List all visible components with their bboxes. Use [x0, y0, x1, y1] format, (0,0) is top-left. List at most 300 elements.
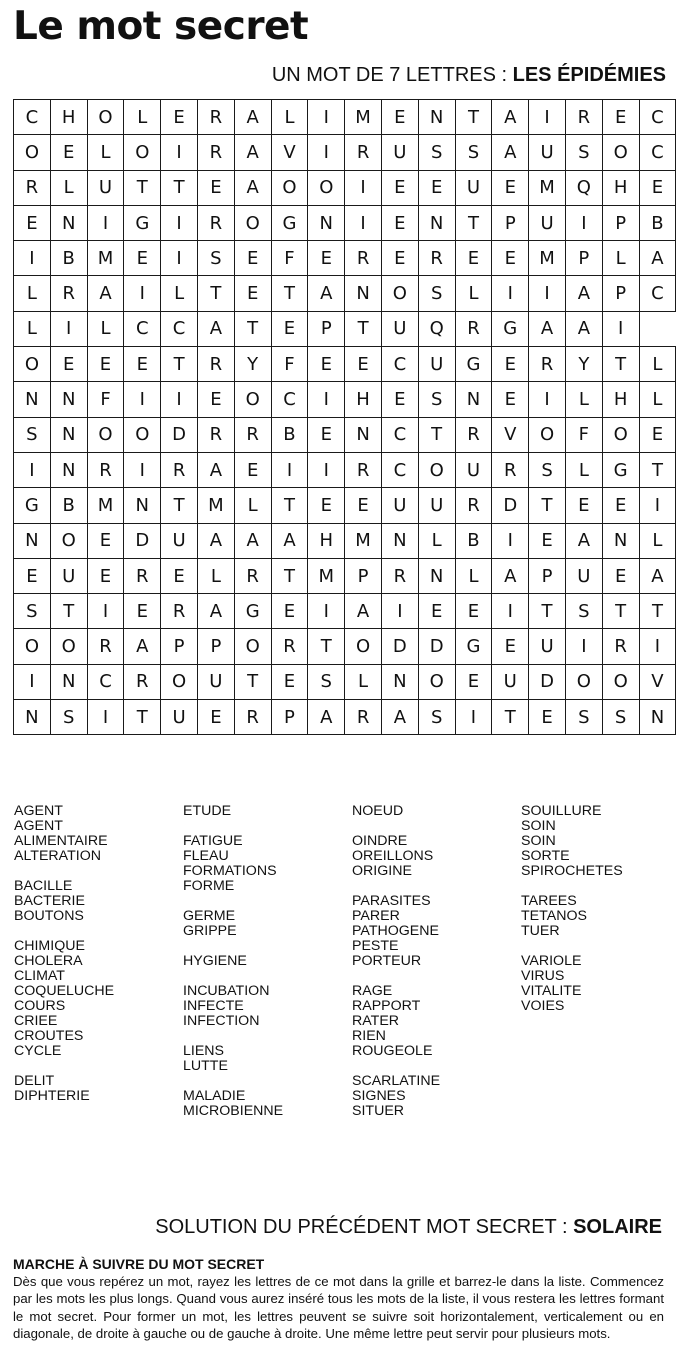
grid-cell[interactable]: R — [418, 241, 455, 276]
grid-cell[interactable]: L — [565, 452, 602, 487]
grid-cell[interactable]: E — [308, 417, 345, 452]
grid-cell[interactable]: L — [87, 135, 124, 170]
grid-cell[interactable]: I — [308, 594, 345, 629]
grid-cell[interactable]: U — [529, 205, 566, 240]
grid-cell[interactable]: E — [381, 170, 418, 205]
grid-cell[interactable]: T — [529, 488, 566, 523]
grid-cell[interactable]: E — [197, 170, 234, 205]
grid-cell[interactable]: A — [492, 558, 529, 593]
grid-cell[interactable]: R — [529, 347, 566, 382]
grid-cell[interactable]: R — [124, 558, 161, 593]
grid-cell[interactable]: A — [492, 100, 529, 135]
grid-cell[interactable]: U — [565, 558, 602, 593]
grid-cell[interactable]: A — [308, 700, 345, 735]
grid-cell[interactable]: R — [50, 276, 87, 311]
grid-cell[interactable]: E — [87, 523, 124, 558]
grid-cell[interactable]: S — [602, 700, 639, 735]
grid-cell[interactable]: P — [308, 311, 345, 346]
grid-cell[interactable]: O — [14, 347, 51, 382]
grid-cell[interactable]: A — [197, 594, 234, 629]
grid-cell[interactable]: E — [308, 347, 345, 382]
grid-cell[interactable]: A — [197, 523, 234, 558]
grid-cell[interactable]: E — [50, 347, 87, 382]
grid-cell[interactable]: Q — [565, 170, 602, 205]
grid-cell[interactable]: E — [455, 594, 492, 629]
grid-cell[interactable]: R — [197, 205, 234, 240]
grid-cell[interactable]: R — [197, 417, 234, 452]
grid-cell[interactable]: E — [345, 488, 382, 523]
grid-cell[interactable]: A — [639, 558, 676, 593]
grid-cell[interactable]: G — [492, 311, 529, 346]
grid-cell[interactable]: R — [87, 629, 124, 664]
grid-cell[interactable]: P — [529, 558, 566, 593]
grid-cell[interactable]: L — [418, 523, 455, 558]
grid-cell[interactable]: O — [381, 276, 418, 311]
grid-cell[interactable]: E — [381, 100, 418, 135]
grid-cell[interactable]: U — [381, 135, 418, 170]
grid-cell[interactable]: C — [381, 347, 418, 382]
grid-cell[interactable]: N — [381, 523, 418, 558]
grid-cell[interactable]: S — [529, 452, 566, 487]
grid-cell[interactable]: N — [345, 276, 382, 311]
grid-cell[interactable]: T — [271, 488, 308, 523]
grid-cell[interactable]: E — [161, 558, 198, 593]
grid-cell[interactable]: B — [271, 417, 308, 452]
grid-cell[interactable]: L — [161, 276, 198, 311]
grid-cell[interactable]: H — [50, 100, 87, 135]
grid-cell[interactable]: I — [308, 135, 345, 170]
grid-cell[interactable]: E — [87, 558, 124, 593]
grid-cell[interactable]: R — [161, 452, 198, 487]
grid-cell[interactable]: E — [418, 594, 455, 629]
grid-cell[interactable]: G — [455, 629, 492, 664]
grid-cell[interactable]: I — [124, 276, 161, 311]
grid-cell[interactable]: O — [87, 417, 124, 452]
grid-cell[interactable]: V — [492, 417, 529, 452]
grid-cell[interactable]: B — [50, 241, 87, 276]
grid-cell[interactable]: E — [14, 558, 51, 593]
grid-cell[interactable]: Y — [565, 347, 602, 382]
grid-cell[interactable]: A — [565, 523, 602, 558]
grid-cell[interactable]: P — [271, 700, 308, 735]
grid-cell[interactable]: S — [197, 241, 234, 276]
grid-cell[interactable]: N — [14, 700, 51, 735]
grid-cell[interactable]: I — [308, 452, 345, 487]
grid-cell[interactable]: R — [234, 700, 271, 735]
grid-cell[interactable]: E — [492, 241, 529, 276]
grid-cell[interactable]: U — [50, 558, 87, 593]
grid-cell[interactable]: S — [14, 594, 51, 629]
grid-cell[interactable]: N — [418, 100, 455, 135]
grid-cell[interactable]: E — [418, 170, 455, 205]
grid-cell[interactable]: E — [14, 205, 51, 240]
grid-cell[interactable]: C — [14, 100, 51, 135]
grid-cell[interactable]: N — [124, 488, 161, 523]
grid-cell[interactable]: E — [639, 170, 676, 205]
grid-cell[interactable]: T — [124, 170, 161, 205]
grid-cell[interactable]: N — [418, 558, 455, 593]
grid-cell[interactable]: I — [345, 205, 382, 240]
grid-cell[interactable]: I — [529, 276, 566, 311]
grid-cell[interactable]: Q — [418, 311, 455, 346]
grid-cell[interactable]: M — [345, 523, 382, 558]
grid-cell[interactable]: D — [529, 664, 566, 699]
grid-cell[interactable]: A — [234, 523, 271, 558]
grid-cell[interactable]: R — [565, 100, 602, 135]
grid-cell[interactable]: A — [234, 170, 271, 205]
grid-cell[interactable]: O — [565, 664, 602, 699]
grid-cell[interactable]: R — [161, 594, 198, 629]
grid-cell[interactable]: A — [345, 594, 382, 629]
grid-cell[interactable]: O — [418, 452, 455, 487]
grid-cell[interactable]: M — [87, 241, 124, 276]
grid-cell[interactable]: E — [455, 241, 492, 276]
grid-cell[interactable]: N — [50, 452, 87, 487]
grid-cell[interactable]: E — [455, 664, 492, 699]
grid-cell[interactable]: A — [529, 311, 566, 346]
grid-cell[interactable]: I — [87, 594, 124, 629]
grid-cell[interactable]: D — [381, 629, 418, 664]
grid-cell[interactable]: O — [124, 417, 161, 452]
grid-cell[interactable]: A — [271, 523, 308, 558]
grid-cell[interactable]: P — [492, 205, 529, 240]
grid-cell[interactable]: I — [161, 135, 198, 170]
grid-cell[interactable]: F — [565, 417, 602, 452]
grid-cell[interactable]: O — [234, 382, 271, 417]
grid-cell[interactable]: T — [161, 347, 198, 382]
grid-cell[interactable]: E — [529, 523, 566, 558]
grid-cell[interactable]: L — [197, 558, 234, 593]
grid-cell[interactable]: E — [602, 488, 639, 523]
grid-cell[interactable]: L — [639, 382, 676, 417]
grid-cell[interactable]: D — [492, 488, 529, 523]
grid-cell[interactable]: E — [234, 241, 271, 276]
grid-cell[interactable]: E — [602, 100, 639, 135]
grid-cell[interactable]: G — [271, 205, 308, 240]
grid-cell[interactable]: E — [234, 452, 271, 487]
grid-cell[interactable]: I — [381, 594, 418, 629]
grid-cell[interactable]: M — [197, 488, 234, 523]
grid-cell[interactable]: E — [271, 311, 308, 346]
grid-cell[interactable]: M — [345, 100, 382, 135]
grid-cell[interactable]: T — [345, 311, 382, 346]
grid-cell[interactable]: C — [381, 417, 418, 452]
grid-cell[interactable]: G — [602, 452, 639, 487]
grid-cell[interactable]: I — [14, 452, 51, 487]
grid-cell[interactable]: P — [602, 205, 639, 240]
grid-cell[interactable]: S — [50, 700, 87, 735]
grid-cell[interactable]: G — [124, 205, 161, 240]
grid-cell[interactable]: L — [345, 664, 382, 699]
grid-cell[interactable]: S — [14, 417, 51, 452]
grid-cell[interactable]: A — [639, 241, 676, 276]
grid-cell[interactable]: T — [50, 594, 87, 629]
grid-cell[interactable]: E — [234, 276, 271, 311]
grid-cell[interactable]: I — [455, 700, 492, 735]
grid-cell[interactable]: R — [124, 664, 161, 699]
grid-cell[interactable]: T — [271, 276, 308, 311]
grid-cell[interactable]: U — [492, 664, 529, 699]
grid-cell[interactable]: L — [639, 523, 676, 558]
grid-cell[interactable]: I — [308, 100, 345, 135]
grid-cell[interactable]: B — [50, 488, 87, 523]
grid-cell[interactable]: H — [602, 382, 639, 417]
grid-cell[interactable]: T — [455, 205, 492, 240]
grid-cell[interactable]: S — [418, 700, 455, 735]
grid-cell[interactable]: B — [639, 205, 676, 240]
grid-cell[interactable]: C — [639, 135, 676, 170]
grid-cell[interactable]: N — [50, 382, 87, 417]
grid-cell[interactable]: P — [197, 629, 234, 664]
grid-cell[interactable]: C — [381, 452, 418, 487]
grid-cell[interactable]: R — [345, 700, 382, 735]
grid-cell[interactable]: T — [492, 700, 529, 735]
grid-cell[interactable]: P — [161, 629, 198, 664]
grid-cell[interactable]: T — [161, 170, 198, 205]
grid-cell[interactable]: O — [308, 170, 345, 205]
grid-cell[interactable]: T — [124, 700, 161, 735]
grid-cell[interactable]: E — [492, 629, 529, 664]
grid-cell[interactable]: A — [234, 135, 271, 170]
grid-cell[interactable]: R — [455, 488, 492, 523]
grid-cell[interactable]: A — [492, 135, 529, 170]
grid-cell[interactable]: T — [639, 594, 676, 629]
grid-cell[interactable]: V — [271, 135, 308, 170]
grid-cell[interactable]: E — [492, 347, 529, 382]
grid-cell[interactable]: N — [14, 382, 51, 417]
grid-cell[interactable]: I — [565, 629, 602, 664]
grid-cell[interactable]: I — [345, 170, 382, 205]
grid-cell[interactable]: O — [87, 100, 124, 135]
grid-cell[interactable]: P — [345, 558, 382, 593]
grid-cell[interactable]: I — [87, 205, 124, 240]
grid-cell[interactable]: S — [565, 135, 602, 170]
grid-cell[interactable]: I — [124, 382, 161, 417]
grid-cell[interactable]: N — [639, 700, 676, 735]
grid-cell[interactable]: I — [492, 523, 529, 558]
grid-cell[interactable]: E — [345, 347, 382, 382]
grid-cell[interactable]: E — [565, 488, 602, 523]
grid-cell[interactable]: O — [14, 135, 51, 170]
grid-cell[interactable]: L — [124, 100, 161, 135]
grid-cell[interactable]: E — [124, 594, 161, 629]
grid-cell[interactable]: U — [418, 347, 455, 382]
grid-cell[interactable]: U — [455, 452, 492, 487]
grid-cell[interactable]: T — [602, 347, 639, 382]
grid-cell[interactable]: E — [87, 347, 124, 382]
grid-cell[interactable]: F — [87, 382, 124, 417]
grid-cell[interactable]: S — [565, 594, 602, 629]
grid-cell[interactable]: O — [345, 629, 382, 664]
grid-cell[interactable]: O — [418, 664, 455, 699]
grid-cell[interactable]: S — [455, 135, 492, 170]
grid-cell[interactable]: C — [639, 100, 676, 135]
grid-cell[interactable]: R — [345, 135, 382, 170]
grid-cell[interactable]: I — [124, 452, 161, 487]
grid-cell[interactable]: N — [50, 664, 87, 699]
grid-cell[interactable]: U — [161, 523, 198, 558]
grid-cell[interactable]: R — [14, 170, 51, 205]
grid-cell[interactable]: O — [50, 523, 87, 558]
grid-cell[interactable]: N — [455, 382, 492, 417]
grid-cell[interactable]: E — [381, 382, 418, 417]
grid-cell[interactable]: E — [271, 594, 308, 629]
grid-cell[interactable]: T — [197, 276, 234, 311]
grid-cell[interactable]: R — [345, 452, 382, 487]
grid-cell[interactable]: N — [50, 205, 87, 240]
grid-cell[interactable]: T — [639, 452, 676, 487]
grid-cell[interactable]: C — [161, 311, 198, 346]
grid-cell[interactable]: U — [381, 311, 418, 346]
grid-cell[interactable]: I — [492, 594, 529, 629]
grid-cell[interactable]: I — [565, 205, 602, 240]
grid-cell[interactable]: I — [529, 382, 566, 417]
grid-cell[interactable]: L — [87, 311, 124, 346]
grid-cell[interactable]: H — [308, 523, 345, 558]
grid-cell[interactable]: N — [14, 523, 51, 558]
grid-cell[interactable]: R — [455, 311, 492, 346]
grid-cell[interactable]: R — [87, 452, 124, 487]
grid-cell[interactable]: I — [161, 382, 198, 417]
grid-cell[interactable]: I — [50, 311, 87, 346]
grid-cell[interactable]: E — [308, 488, 345, 523]
grid-cell[interactable]: E — [381, 205, 418, 240]
grid-cell[interactable]: D — [161, 417, 198, 452]
grid-cell[interactable]: N — [602, 523, 639, 558]
grid-cell[interactable]: M — [308, 558, 345, 593]
grid-cell[interactable]: I — [161, 241, 198, 276]
grid-cell[interactable]: E — [197, 700, 234, 735]
grid-cell[interactable]: L — [602, 241, 639, 276]
grid-cell[interactable]: L — [234, 488, 271, 523]
grid-cell[interactable]: E — [602, 558, 639, 593]
grid-cell[interactable]: R — [197, 347, 234, 382]
grid-cell[interactable]: A — [234, 100, 271, 135]
grid-cell[interactable]: L — [14, 276, 51, 311]
grid-cell[interactable]: R — [234, 417, 271, 452]
grid-cell[interactable]: O — [50, 629, 87, 664]
grid-cell[interactable]: H — [345, 382, 382, 417]
grid-cell[interactable]: I — [492, 276, 529, 311]
grid-cell[interactable]: E — [197, 382, 234, 417]
grid-cell[interactable]: O — [124, 135, 161, 170]
grid-cell[interactable]: N — [50, 417, 87, 452]
grid-cell[interactable]: T — [161, 488, 198, 523]
grid-cell[interactable]: F — [271, 347, 308, 382]
grid-cell[interactable]: R — [381, 558, 418, 593]
grid-cell[interactable]: C — [271, 382, 308, 417]
grid-cell[interactable]: E — [381, 241, 418, 276]
grid-cell[interactable]: S — [418, 135, 455, 170]
grid-cell[interactable]: A — [565, 276, 602, 311]
grid-cell[interactable]: N — [418, 205, 455, 240]
grid-cell[interactable]: A — [87, 276, 124, 311]
grid-cell[interactable]: M — [529, 170, 566, 205]
grid-cell[interactable]: P — [602, 276, 639, 311]
grid-cell[interactable]: F — [271, 241, 308, 276]
grid-cell[interactable]: E — [639, 417, 676, 452]
grid-cell[interactable]: O — [161, 664, 198, 699]
grid-cell[interactable]: R — [234, 558, 271, 593]
grid-cell[interactable]: C — [639, 276, 676, 311]
grid-cell[interactable]: R — [602, 629, 639, 664]
grid-cell[interactable]: G — [14, 488, 51, 523]
grid-cell[interactable]: D — [418, 629, 455, 664]
grid-cell[interactable]: D — [124, 523, 161, 558]
grid-cell[interactable]: U — [87, 170, 124, 205]
grid-cell[interactable]: E — [124, 241, 161, 276]
grid-cell[interactable]: R — [197, 135, 234, 170]
grid-cell[interactable]: N — [308, 205, 345, 240]
grid-cell[interactable]: S — [565, 700, 602, 735]
grid-cell[interactable]: I — [14, 664, 51, 699]
grid-cell[interactable]: N — [345, 417, 382, 452]
grid-cell[interactable]: T — [418, 417, 455, 452]
grid-cell[interactable]: T — [234, 664, 271, 699]
grid-cell[interactable]: L — [639, 347, 676, 382]
grid-cell[interactable]: L — [455, 276, 492, 311]
grid-cell[interactable]: U — [381, 488, 418, 523]
grid-cell[interactable]: B — [455, 523, 492, 558]
grid-cell[interactable]: C — [124, 311, 161, 346]
grid-cell[interactable]: S — [418, 276, 455, 311]
grid-cell[interactable]: O — [602, 417, 639, 452]
grid-cell[interactable]: E — [124, 347, 161, 382]
grid-cell[interactable]: O — [529, 417, 566, 452]
grid-cell[interactable]: L — [14, 311, 51, 346]
grid-cell[interactable]: E — [492, 170, 529, 205]
grid-cell[interactable]: O — [271, 170, 308, 205]
grid-cell[interactable]: E — [492, 382, 529, 417]
grid-cell[interactable]: L — [455, 558, 492, 593]
grid-cell[interactable]: A — [197, 311, 234, 346]
grid-cell[interactable]: O — [14, 629, 51, 664]
grid-cell[interactable]: G — [234, 594, 271, 629]
grid-cell[interactable]: A — [381, 700, 418, 735]
grid-cell[interactable]: I — [602, 311, 639, 346]
grid-cell[interactable]: E — [271, 664, 308, 699]
grid-cell[interactable]: O — [602, 664, 639, 699]
grid-cell[interactable]: I — [529, 100, 566, 135]
grid-cell[interactable]: E — [50, 135, 87, 170]
grid-cell[interactable]: G — [455, 347, 492, 382]
grid-cell[interactable]: O — [234, 205, 271, 240]
grid-cell[interactable]: C — [87, 664, 124, 699]
grid-cell[interactable]: U — [529, 135, 566, 170]
grid-cell[interactable]: M — [87, 488, 124, 523]
grid-cell[interactable]: N — [381, 664, 418, 699]
grid-cell[interactable]: T — [308, 629, 345, 664]
grid-cell[interactable]: U — [197, 664, 234, 699]
grid-cell[interactable]: T — [455, 100, 492, 135]
grid-cell[interactable]: A — [308, 276, 345, 311]
grid-cell[interactable]: I — [271, 452, 308, 487]
grid-cell[interactable]: A — [124, 629, 161, 664]
grid-cell[interactable]: U — [161, 700, 198, 735]
grid-cell[interactable]: H — [602, 170, 639, 205]
grid-cell[interactable]: I — [161, 205, 198, 240]
grid-cell[interactable]: I — [639, 488, 676, 523]
grid-cell[interactable]: U — [529, 629, 566, 664]
grid-cell[interactable]: I — [308, 382, 345, 417]
grid-cell[interactable]: E — [529, 700, 566, 735]
grid-cell[interactable]: I — [639, 629, 676, 664]
grid-cell[interactable]: U — [455, 170, 492, 205]
grid-cell[interactable]: Y — [234, 347, 271, 382]
grid-cell[interactable]: L — [565, 382, 602, 417]
grid-cell[interactable]: T — [602, 594, 639, 629]
grid-cell[interactable]: M — [529, 241, 566, 276]
